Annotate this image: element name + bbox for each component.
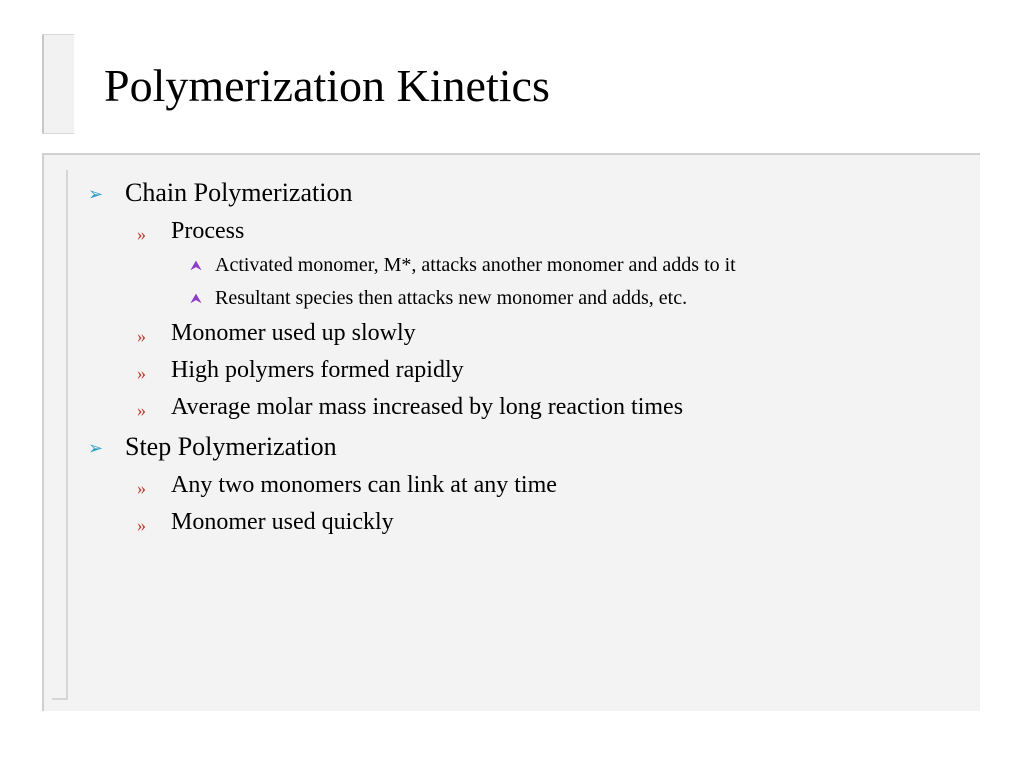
- bullet-caret-icon: ⮝: [190, 259, 202, 274]
- bullet-chevron-icon: »: [137, 400, 146, 420]
- list-item-any-two-monomers: Any two monomers can link at any time: [171, 472, 557, 498]
- bullet-chevron-icon: »: [137, 515, 146, 535]
- list-item-resultant-species: Resultant species then attacks new monomer and adds, etc.: [215, 287, 688, 309]
- title-accent-bar: [42, 34, 74, 134]
- bullet-chevron-icon: »: [137, 326, 146, 346]
- list-item-chain-polymerization: Chain Polymerization: [125, 178, 353, 207]
- bullet-chevron-icon: »: [137, 478, 146, 498]
- content-rule: [52, 170, 68, 700]
- list-item-activated-monomer: Activated monomer, M*, attacks another monomer and adds to it: [215, 254, 736, 276]
- list-item-process: Process: [171, 218, 245, 244]
- list-item-average-molar-mass: Average molar mass increased by long reaction times: [171, 394, 684, 420]
- list-item-step-polymerization: Step Polymerization: [125, 432, 337, 461]
- bullet-arrow-icon: ➢: [88, 438, 104, 458]
- bullet-caret-icon: ⮝: [190, 292, 202, 307]
- list-item-monomer-quickly: Monomer used quickly: [171, 509, 394, 535]
- bullet-chevron-icon: »: [137, 224, 146, 244]
- list-item-monomer-slowly: Monomer used up slowly: [171, 320, 416, 346]
- bullet-chevron-icon: »: [137, 363, 146, 383]
- bullet-arrow-icon: ➢: [88, 184, 104, 204]
- slide-title: Polymerization Kinetics: [104, 60, 550, 111]
- list-item-high-polymers: High polymers formed rapidly: [171, 357, 464, 383]
